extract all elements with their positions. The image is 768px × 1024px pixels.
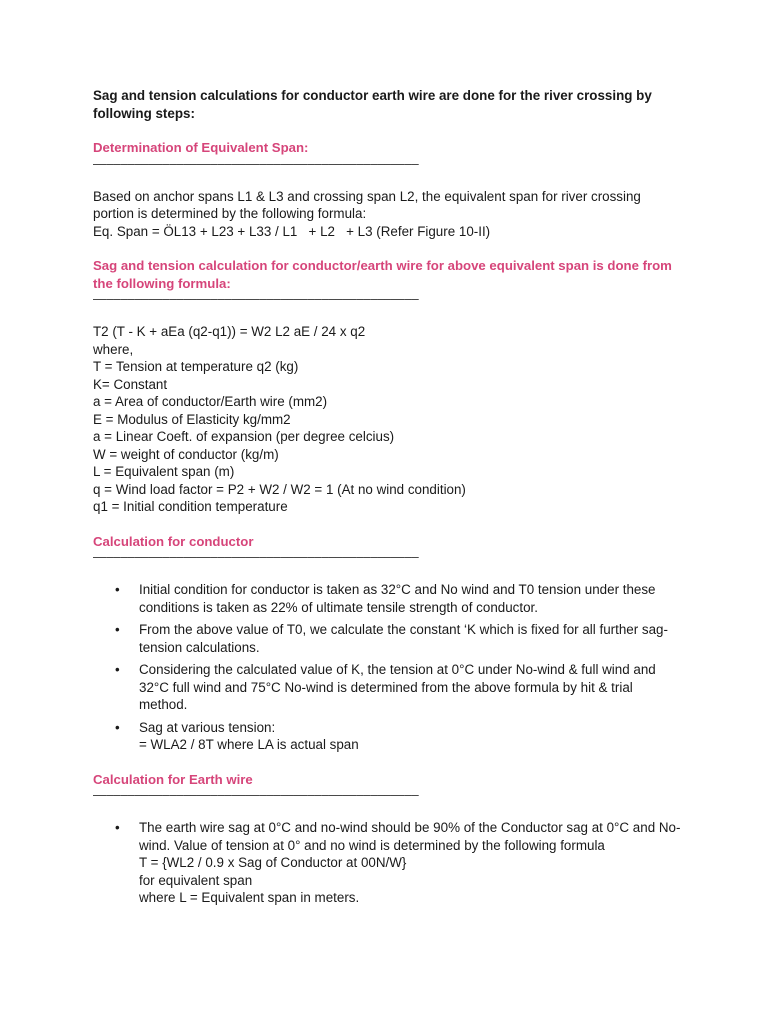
list-item-text: Sag at various tension: = WLA2 / 8T where LA is actual span xyxy=(139,719,359,752)
section-sag-tension-formula xyxy=(93,257,683,516)
list-item xyxy=(93,621,683,656)
formula-line: T2 (T - K + aEa (q2-q1)) = W2 L2 aE / 24 x q2 xyxy=(93,324,366,339)
definition-line: a = Area of conductor/Earth wire (mm2) xyxy=(93,394,328,409)
section-heading: Determination of Equivalent Span: xyxy=(93,140,309,155)
divider-rule: ——————————————————————————————————————————————— xyxy=(93,156,419,171)
paragraph xyxy=(93,188,683,241)
definition-line: a = Linear Coeft. of expansion (per degree celcius) xyxy=(93,429,395,444)
definition-line: W = weight of conductor (kg/m) xyxy=(93,446,279,462)
bullet-icon: • xyxy=(115,820,120,835)
definition-line: L = Equivalent span (m) xyxy=(93,464,235,479)
bullet-icon: • xyxy=(115,719,120,735)
bullet-list xyxy=(93,819,683,907)
section-heading: Sag and tension calculation for conductor/earth wire for above equivalent span is done from the following formula: xyxy=(93,258,672,291)
list-item xyxy=(93,581,683,616)
definition-line: E = Modulus of Elasticity kg/mm2 xyxy=(93,411,291,427)
section-calculation-earth-wire xyxy=(93,771,683,907)
definition-line: q1 = Initial condition temperature xyxy=(93,499,288,514)
list-item-text: Considering the calculated value of K, the tension at 0°C under No-wind & full wind and 32°C full wind and 75°C No-wind is determined from the above formula by hit & trial method. xyxy=(139,662,660,712)
divider-rule: ——————————————————————————————————————————————— xyxy=(93,550,419,564)
section-heading: Calculation for conductor xyxy=(93,533,254,549)
definition-line: T = Tension at temperature q2 (kg) xyxy=(93,359,299,374)
formula-line: Eq. Span = ÖL13 + L23 + L33 / L1 + L2 + L3 (Refer Figure 10-II) xyxy=(93,223,491,239)
text-line: where, xyxy=(93,341,134,357)
list-item-text: The earth wire sag at 0°C and no-wind should be 90% of the Conductor sag at 0°C and No-wind. Value of tension at 0° and no wind is determined by the following formula T = {WL2 / 0.9 x Sag of Conductor at 00N/W} for equivalent span where L = Equivalent span in meters. xyxy=(139,820,681,905)
paragraph xyxy=(93,323,683,516)
list-item xyxy=(93,719,683,754)
definition-line: K= Constant xyxy=(93,376,168,392)
text-line: Based on anchor spans L1 & L3 and crossing span L2, the equivalent span for river crossing portion is determined by the following formula: xyxy=(93,188,645,221)
divider-rule: ——————————————————————————————————————————————— xyxy=(93,292,419,306)
section-equivalent-span xyxy=(93,139,683,240)
document-page xyxy=(93,87,683,924)
definition-line: q = Wind load factor = P2 + W2 / W2 = 1 (At no wind condition) xyxy=(93,481,466,497)
list-item xyxy=(93,661,683,714)
bullet-icon: • xyxy=(115,582,120,597)
bullet-icon: • xyxy=(115,662,120,677)
list-item xyxy=(93,819,683,907)
bullet-icon: • xyxy=(115,622,120,637)
list-item-text: From the above value of T0, we calculate the constant ‘K which is fixed for all further sag-tension calculations. xyxy=(139,622,668,655)
bullet-list xyxy=(93,581,683,754)
divider-rule: ——————————————————————————————————————————————— xyxy=(93,788,419,802)
section-heading: Calculation for Earth wire xyxy=(93,771,253,787)
section-calculation-conductor xyxy=(93,533,683,754)
intro-text: Sag and tension calculations for conductor earth wire are done for the river crossing by following steps: xyxy=(93,88,652,121)
list-item-text: Initial condition for conductor is taken as 32°C and No wind and T0 tension under these conditions is taken as 22% of ultimate tensile strength of conductor. xyxy=(139,582,660,615)
